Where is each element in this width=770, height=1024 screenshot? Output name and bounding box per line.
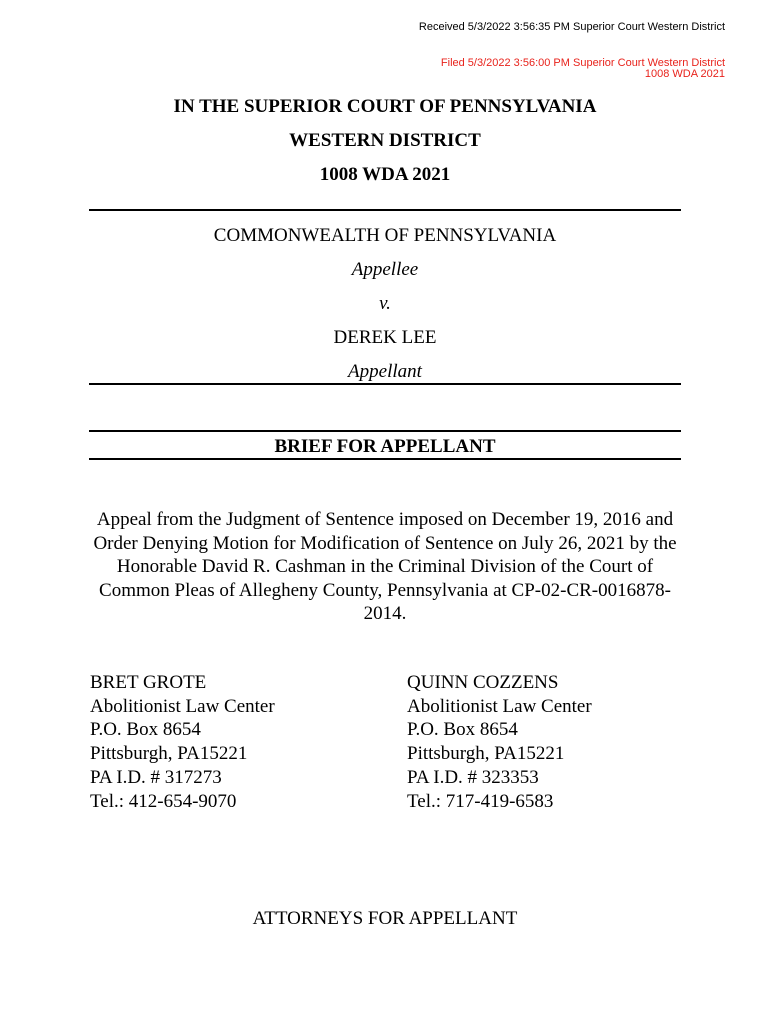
counsel-city: Pittsburgh, PA15221 [407,743,565,765]
counsel-block-grote [90,671,275,813]
counsel-address: P.O. Box 8654 [407,719,518,741]
docket-number: 1008 WDA 2021 [319,164,451,185]
counsel-name: BRET GROTE [90,672,207,693]
caption-rule-top [89,209,681,211]
brief-rule-top [89,430,681,432]
counsel-id: PA I.D. # 317273 [90,766,222,788]
counsel-tel: Tel.: 412-654-9070 [90,790,237,812]
court-title: IN THE SUPERIOR COURT OF PENNSYLVANIA [173,96,597,117]
filed-stamp-line2: 1008 WDA 2021 [644,68,725,80]
counsel-tel: Tel.: 717-419-6583 [407,790,554,812]
brief-rule-bottom [89,458,681,460]
counsel-block-cozzens [407,671,592,813]
received-stamp: Received 5/3/2022 3:56:35 PM Superior Court Western District [418,21,725,33]
counsel-id: PA I.D. # 323353 [407,766,539,788]
appeal-statement: Appeal from the Judgment of Sentence imposed on December 19, 2016 and Order Denying Motion for Modification of Sentence on July 26, 2021 by the Honorable David R. Cashman in the Criminal Division of the Court of Common Pleas of Allegheny County, Pennsylvania at CP-02-CR-0016878-2014. [93,509,677,624]
filed-stamp-line1: Filed 5/3/2022 3:56:00 PM Superior Court Western District [440,57,725,69]
counsel-org: Abolitionist Law Center [90,695,275,717]
appellee-name: COMMONWEALTH OF PENNSYLVANIA [213,225,557,246]
appellee-role: Appellee [351,259,419,280]
caption-rule-bottom [89,383,681,385]
counsel-address: P.O. Box 8654 [90,719,201,741]
versus: v. [379,293,391,314]
counsel-org: Abolitionist Law Center [407,695,592,717]
appellant-role: Appellant [348,361,422,382]
filed-stamp [441,58,725,80]
counsel-name: QUINN COZZENS [407,672,559,693]
appellant-name: DEREK LEE [333,327,437,348]
attorneys-label: ATTORNEYS FOR APPELLANT [252,908,518,929]
court-district: WESTERN DISTRICT [289,130,481,151]
counsel-city: Pittsburgh, PA15221 [90,743,248,765]
brief-title: BRIEF FOR APPELLANT [274,436,496,457]
